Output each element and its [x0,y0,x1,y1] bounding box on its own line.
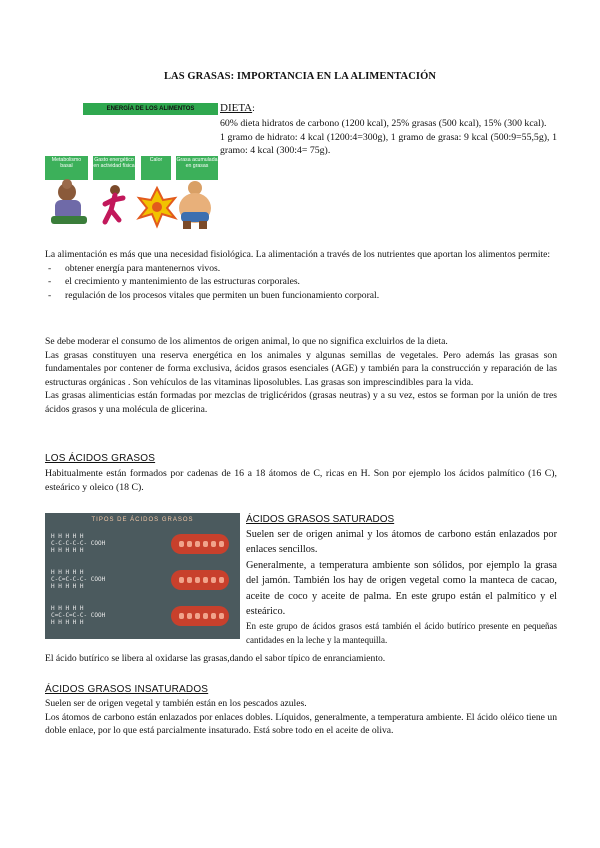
saturados-heading: ÁCIDOS GRASOS SATURADOS [246,514,395,525]
dieta-heading: DIETA [220,102,253,114]
energy-figure-heading: ENERGÍA DE LOS ALIMENTOS [83,103,218,115]
fa-chain: H H H H H C=C-C=C-C- COOH H H H H H [51,605,106,626]
energy-box-basal: Metabolismo basal [45,156,88,180]
energy-figure [45,100,223,232]
fa-group-label: COOH [90,540,106,547]
list-item-text: obtener energía para mantenernos vivos. [65,262,221,274]
fa-group-label: COOH [90,612,106,619]
insaturados-heading: ÁCIDOS GRASOS INSATURADOS [45,684,209,695]
fatty-acid-types-image [45,513,240,639]
dieta-section [220,101,557,158]
dieta-line-1: 60% dieta hidratos de carbono (1200 kcal), 25% grasas (500 kcal), 15% (300 kcal). [220,117,547,129]
basal-person-icon [51,179,87,224]
energy-illustrations [45,100,223,232]
list-item-text: regulación de los procesos vitales que permiten un buen funcionamiento corporal. [65,289,380,301]
intro-paragraph: La alimentación es más que una necesidad fisiológica. La alimentación a través de los nutrientes que aportan los alimentos permite: [45,249,551,260]
fa-bubble-icon [171,606,229,626]
saturados-section [246,512,557,648]
energy-box-activity: Gasto energético en actividad física [93,156,135,180]
body-paragraphs [45,335,557,417]
saturados-p2: Generalmente, a temperatura ambiente son sólidos, por ejemplo la grasa del jamón. También los hay de origen vegetal como la manteca de cacao, aceite de coco y aceite de palma. En este grupo están el palmítico y el esteárico. [246,559,557,618]
fa-group-label: COOH [90,576,106,583]
energy-box-heat: Calor [141,156,171,180]
dieta-colon: : [252,103,255,114]
list-item: - el crecimiento y mantenimiento de las estructuras corporales. [48,276,300,288]
dieta-line-2: 1 gramo de hidrato: 4 kcal (1200:4=300g), 1 gramo de grasa: 9 kcal (500:9=55,5g), 1 gramo: 4 kcal (300:4= 75g). [220,131,557,157]
fa-bubble-icon [171,534,229,554]
saturados-p3: En este grupo de ácidos grasos está también el ácido butírico presente en pequeñas cantidades en la leche y la mantequilla. [246,620,557,645]
page-title: LAS GRASAS: IMPORTANCIA EN LA ALIMENTACIÓN [163,71,437,82]
acidos-paragraph: Habitualmente están formados por cadenas de 16 a 18 átomos de C, ricas en H. Son por ejemplo los ácidos palmítico (16 C), esteárico y oleico (18 C). [45,468,557,493]
fa-image-title: TIPOS DE ÁCIDOS GRASOS [91,517,194,523]
fa-chain: H H H H H C-C=C-C-C- COOH H H H H H [51,569,106,590]
heat-burst-icon [139,188,175,226]
paragraph-triglicéridos: Las grasas alimenticias están formadas por mezclas de triglicéridos (grasas neutras) y a su vez, estos se forman por la unión de tres ácidos grasos y una molécula de glicerina. [45,390,557,416]
runner-icon [105,185,123,222]
fa-row [51,601,234,631]
list-item-text: el crecimiento y mantenimiento de las estructuras corporales. [65,276,300,288]
fa-row [51,565,234,595]
fa-row [51,529,234,559]
fat-person-icon [179,181,211,229]
paragraph-moderar: Se debe moderar el consumo de los alimentos de origen animal, lo que no significa excluirlos de la dieta. [45,336,448,347]
intro-block [45,248,557,302]
butirico-paragraph: El ácido butírico se libera al oxidarse las grasas,dando el sabor típico de enranciamiento. [45,653,386,664]
insaturados-p1: Suelen ser de origen vegetal y también están en los pescados azules. [45,698,307,709]
paragraph-reserva: Las grasas constituyen una reserva energética en los animales y algunas semillas de vegetales. Pero además las grasas son fundamentales por contener de forma exclusiva, ácidos grasos esenciales (AGE) y también para la construcción y reparación de las estructuras orgánicas . Son vehículos de las vitaminas liposolubles. Las grasas son imprescindibles para la vida. [45,349,557,388]
acidos-heading: LOS ÁCIDOS GRASOS [45,453,156,464]
insaturados-p2: Los átomos de carbono están enlazados por enlaces dobles. Líquidos, generalmente, a temperatura ambiente. El ácido oléico tiene un doble enlace, por lo que está parcialmente insaturado. Está sobre todo en el aceite de oliva. [45,711,557,737]
saturados-p1: Suelen ser de origen animal y los átomos de carbono están enlazados por enlaces sencillos. [246,529,557,556]
fa-bubble-icon [171,570,229,590]
fa-chain: H H H H H C-C-C-C-C- COOH H H H H H [51,533,106,554]
energy-box-fat: Grasa acumulada en grasas [176,156,218,180]
list-item: - obtener energía para mantenernos vivos. [48,262,221,274]
insaturados-block [45,697,557,738]
list-item: - regulación de los procesos vitales que permiten un buen funcionamiento corporal. [48,289,380,301]
